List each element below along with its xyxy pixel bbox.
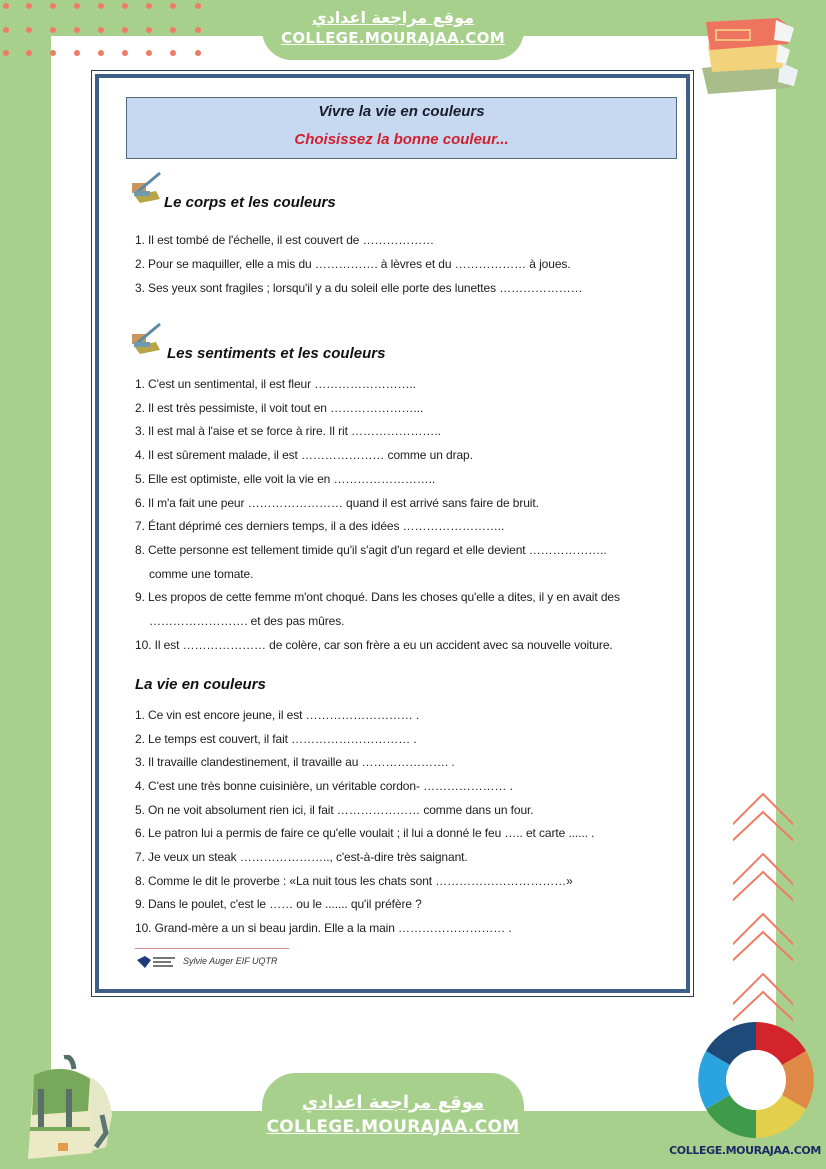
decorative-dot (98, 3, 104, 9)
decorative-dot (170, 3, 176, 9)
exercise-item: 1. Ce vin est encore jeune, il est ……………………… . (135, 708, 420, 722)
logo-site-url[interactable]: COLLEGE.MOURAJAA.COM (669, 1144, 821, 1157)
decorative-dot (26, 27, 32, 33)
decorative-dot (98, 27, 104, 33)
exercise-item: 4. Il est sûrement malade, il est ………………… comme un drap. (135, 448, 473, 462)
decorative-dot (3, 3, 9, 9)
section-heading-feelings-colors: Les sentiments et les couleurs (167, 345, 386, 362)
worksheet-title: Vivre la vie en couleurs (318, 103, 485, 120)
exercise-item-continuation: comme une tomate. (149, 567, 254, 581)
section-heading-life-colors: La vie en couleurs (135, 676, 266, 693)
exercise-item: 8. Cette personne est tellement timide qu'il s'agit d'un regard et elle devient ……………….. (135, 543, 607, 557)
exercise-item: 10. Il est ………………… de colère, car son frère a eu un accident avec sa nouvelle voiture. (135, 638, 613, 652)
exercise-item: 4. C'est une très bonne cuisinière, un véritable cordon- ………………… . (135, 779, 513, 793)
exercise-item: 1. Il est tombé de l'échelle, il est couvert de ……………… (135, 233, 435, 247)
decorative-dot (170, 27, 176, 33)
worksheet (91, 70, 694, 997)
section-heading-body-colors: Le corps et les couleurs (164, 194, 336, 211)
frame-left (0, 0, 51, 1169)
decorative-dot (74, 50, 80, 56)
decorative-dot (170, 50, 176, 56)
chevron-up-icon (733, 792, 793, 1032)
decorative-dot (26, 50, 32, 56)
decorative-dot (50, 50, 56, 56)
subjects-wheel-logo (696, 1020, 816, 1140)
decorative-dot (122, 3, 128, 9)
decorative-dot (3, 50, 9, 56)
pen-icon (130, 322, 164, 356)
exercise-item: 6. Il m'a fait une peur …………………… quand il est arrivé sans faire de bruit. (135, 496, 539, 510)
exercise-item: 3. Ses yeux sont fragiles ; lorsqu'il y a du soleil elle porte des lunettes ………………… (135, 281, 583, 295)
arabic-site-name: موقع مراجعة اعدادي (311, 8, 475, 27)
exercise-item: 7. Je veux un steak ………………….., c'est-à-dire très saignant. (135, 850, 468, 864)
decorative-dot (74, 3, 80, 9)
decorative-dot (26, 3, 32, 9)
decorative-dot (74, 27, 80, 33)
exercise-item: 3. Il travaille clandestinement, il travaille au …………………. . (135, 755, 455, 769)
exercise-item: 6. Le patron lui a permis de faire ce qu'elle voulait ; il lui a donné le feu ….. et carte ...... . (135, 826, 595, 840)
exercise-item: 7. Étant déprimé ces derniers temps, il a des idées …………………….. (135, 519, 505, 533)
school-logo-icon (135, 954, 179, 972)
decorative-dot (50, 27, 56, 33)
author-credit: Sylvie Auger EIF UQTR (183, 956, 278, 966)
exercise-item: 1. C'est un sentimental, il est fleur …………………….. (135, 377, 416, 391)
exercise-item: 2. Il est très pessimiste, il voit tout en …………………... (135, 401, 424, 415)
decorative-dot (195, 3, 201, 9)
decorative-dot (50, 3, 56, 9)
backpack-icon (14, 1055, 114, 1167)
exercise-item: 5. On ne voit absolument rien ici, il fait ………………… comme dans un four. (135, 803, 534, 817)
site-banner-top[interactable] (262, 0, 524, 60)
decorative-dot (146, 27, 152, 33)
exercise-item: 9. Les propos de cette femme m'ont choqué. Dans les choses qu'elle a dites, il y en avait des (135, 590, 620, 604)
exercise-item: 5. Elle est optimiste, elle voit la vie en …………………….. (135, 472, 436, 486)
site-banner-bottom[interactable] (262, 1073, 524, 1143)
decorative-dot (3, 27, 9, 33)
decorative-dot (146, 50, 152, 56)
worksheet-border (95, 74, 690, 993)
decorative-dot (195, 50, 201, 56)
exercise-item: 2. Le temps est couvert, il fait ………………………… . (135, 732, 417, 746)
exercise-item: 10. Grand-mère a un si beau jardin. Elle a la main ……………………… . (135, 921, 512, 935)
worksheet-subtitle: Choisissez la bonne couleur... (294, 131, 509, 148)
decorative-dot (146, 3, 152, 9)
exercise-item: 8. Comme le dit le proverbe : «La nuit tous les chats sont ……………………………» (135, 874, 573, 888)
footer-divider (135, 948, 289, 949)
title-box (126, 97, 677, 159)
decorative-dot (98, 50, 104, 56)
exercise-item-continuation: ……………………. et des pas mûres. (149, 614, 345, 628)
exercise-item: 2. Pour se maquiller, elle a mis du ……………. à lèvres et du ……………… à joues. (135, 257, 571, 271)
books-icon (694, 10, 804, 95)
decorative-dot (122, 27, 128, 33)
exercise-item: 3. Il est mal à l'aise et se force à rire. Il rit ………………….. (135, 424, 441, 438)
decorative-dot (122, 50, 128, 56)
exercise-item: 9. Dans le poulet, c'est le …… ou le ....... qu'il préfère ? (135, 897, 422, 911)
arabic-site-name: موقع مراجعة اعدادي (301, 1092, 485, 1113)
decorative-dot (195, 27, 201, 33)
site-url[interactable]: COLLEGE.MOURAJAA.COM (266, 1117, 520, 1137)
site-url[interactable]: COLLEGE.MOURAJAA.COM (281, 29, 505, 47)
pen-icon (130, 171, 164, 205)
